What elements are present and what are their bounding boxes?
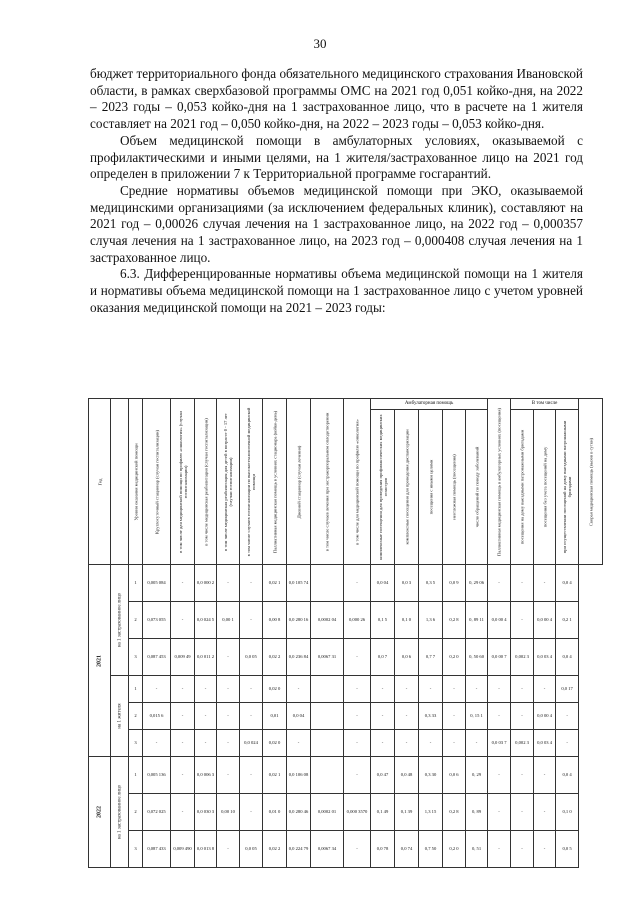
value-cell: - [217,730,240,757]
value-cell: - [195,676,217,703]
value-cell: 0,0002 01 [311,794,344,831]
header-high-tech: в том числе случаев госпитализации по высокотехнологичной медицинской помощи [240,399,263,565]
value-cell: - [534,676,556,703]
value-cell: 0,000 3570 [344,794,371,831]
header-palliative-inpatient: Паллиативная медицинская помощь в условиях стационара (койко-день) [263,399,287,565]
value-cell: 0, 50 60 [466,639,488,676]
value-cell: - [217,565,240,602]
value-cell: 0,002 3 [511,639,534,676]
value-cell: 0,7 50 [419,831,443,868]
value-cell: 1,3 15 [419,794,443,831]
value-cell: - [395,703,419,730]
value-cell: - [240,676,263,703]
value-cell: 0,0 024 [240,730,263,757]
value-cell: 0,00 10 [217,794,240,831]
value-cell: - [466,730,488,757]
table-row [89,639,603,676]
value-cell: - [395,730,419,757]
paragraph-1: бюджет территориального фонда обязательного медицинского страхования Ивановской области, в рамках сверхбазовой программы ОМС на 2021 год 0,051 койко-дня, на 2022 – 2023 годы – 0,053 койко-дня на 1 застрахованное лицо, что в расчете на 1 жителя составляет на 2021 год – 0,050 койко-дня, на 2022 – 2023 годы – 0,053 койко-дня. [90,66,583,132]
header-eco: в том числе случаев лечения при экстракорпоральном оплодотворении [311,399,344,565]
header-oncology: в том числе для медицинской помощи по профилю «онкология» (случаи госпитализации) [171,399,195,565]
value-cell: - [511,676,534,703]
value-cell: - [344,703,371,730]
paragraph-4: 6.3. Дифференцированные нормативы объема медицинской помощи на 1 жителя и нормативы объема медицинской помощи на 1 застрахованное лицо с учетом уровней оказания медицинской помощи на 2021 – 2023 годы: [90,266,583,315]
value-cell: 0,005 084 [143,565,171,602]
value-cell: - [240,565,263,602]
value-cell: - [556,730,579,757]
header-day-hospital: Дневной стационар (случаи лечения) [287,399,311,565]
value-cell: 0,3 30 [419,757,443,794]
value-cell: - [171,730,195,757]
value-cell: 0,005 136 [143,757,171,794]
value-cell: - [344,757,371,794]
value-cell: 0,0 4 [556,639,579,676]
value-cell: - [171,757,195,794]
level-cell: 2 [129,602,143,639]
value-cell: 0,072 025 [143,794,171,831]
value-cell [311,676,344,703]
value-cell: - [511,703,534,730]
value-cell: 0,1 0 [395,602,419,639]
level-cell: 1 [129,676,143,703]
value-cell: 0, 51 [466,831,488,868]
value-cell: 0, 29 [466,757,488,794]
value-cell: - [217,676,240,703]
value-cell: - [344,831,371,868]
level-cell: 3 [129,730,143,757]
value-cell: 0, 29 06 [466,565,488,602]
value-cell: - [511,565,534,602]
value-cell: - [171,565,195,602]
value-cell: - [240,602,263,639]
header-round-clock: Круглосуточный стационар (случаи госпитализации) [143,399,171,565]
value-cell: 0,0 03 7 [488,730,511,757]
table-row [89,831,603,868]
year-cell: 2021 [89,565,111,757]
norms-table [88,398,603,868]
table-row [89,602,603,639]
value-cell: - [240,703,263,730]
value-cell: - [344,676,371,703]
value-cell: 0,0 00 4 [488,602,511,639]
value-cell: 0,0 7 [371,639,395,676]
header-visits-no-home: посещения без учета посещений на дому [534,410,556,565]
value-cell: - [511,831,534,868]
value-cell: 0,0 105 74 [287,565,311,602]
value-cell: - [534,757,556,794]
value-cell: 0,0067 34 [311,831,344,868]
value-cell: 0,0 05 [240,639,263,676]
header-group-outpatient: Амбулаторная помощь [371,399,488,410]
value-cell: - [171,794,195,831]
value-cell: - [371,676,395,703]
value-cell: - [419,676,443,703]
value-cell: 0,0 280 16 [287,602,311,639]
header-day-oncology: в том числе для медицинской помощи по профилю «онкология» [344,399,371,565]
table-row [89,565,603,602]
value-cell: 0,0 024 5 [195,602,217,639]
value-cell: 0,1 0 [556,794,579,831]
header-appeals: число обращений по поводу заболеваний [466,410,488,565]
value-cell: 0,01 [263,703,287,730]
year-cell: 2022 [89,757,111,868]
value-cell: - [171,703,195,730]
header-home-visits: посещения на дому выездными патронажными бригадами [511,410,534,565]
header-level: Уровни оказания медицинской помощи [129,399,143,565]
header-dispensary: комплексные посещения для проведения диспансеризации [395,410,419,565]
value-cell: 0,02 1 [263,757,287,794]
header-home-brigades: при осуществлении посещений на дому выездными патронажными бригадами [556,410,579,565]
level-cell: 1 [129,565,143,602]
paragraph-3: Средние нормативы объемов медицинской помощи при ЭКО, оказываемой медицинскими организациями (за исключением федеральных клиник), составляют на 2021 год – 0,00026 случая лечения на 1 застрахованное лицо, на 2022 год – 0,000357 случая лечения на 1 застрахованное лицо, на 2023 год – 0,000408 случая лечения на 1 застрахованное лицо. [90,182,583,265]
value-cell: 0,0 106 08 [287,757,311,794]
header-prof-exams: комплексные посещения для проведения профилактических медицинских осмотров [371,410,395,565]
value-cell: - [556,703,579,730]
value-cell: - [217,757,240,794]
value-cell: 0,2 0 [443,831,466,868]
value-cell: - [344,730,371,757]
value-cell: - [443,703,466,730]
value-cell: 0,0 04 [287,703,311,730]
value-cell: - [488,831,511,868]
value-cell: 0,0 04 [371,565,395,602]
value-cell: - [240,794,263,831]
value-cell: - [466,676,488,703]
value-cell: 0,7 7 [419,639,443,676]
value-cell: 0,3 5 [419,565,443,602]
level-cell: 1 [129,757,143,794]
value-cell: 0,2 0 [443,639,466,676]
value-cell: - [240,757,263,794]
value-cell: 0,0 4 [556,565,579,602]
value-cell: - [217,831,240,868]
value-cell: 0,00 1 [217,602,240,639]
value-cell: - [511,794,534,831]
header-group-palliative: В том числе [511,399,579,410]
value-cell: 0,1 39 [395,794,419,831]
value-cell: - [171,676,195,703]
value-cell: - [344,639,371,676]
value-cell: - [511,757,534,794]
value-cell: 0,02 0 [263,730,287,757]
value-cell: 0,2 1 [556,602,579,639]
value-cell: 0,0 9 [443,565,466,602]
document-body [90,66,583,317]
value-cell: - [511,602,534,639]
value-cell: 0,009 490 [171,831,195,868]
value-cell: - [217,639,240,676]
value-cell: 0,3 33 [419,703,443,730]
value-cell: 0,087 453 [143,639,171,676]
value-cell: - [488,565,511,602]
unit-cell: на 1 жителя [111,676,129,757]
value-cell: - [217,703,240,730]
level-cell: 3 [129,831,143,868]
table-row [89,794,603,831]
value-cell: 0,0 00 7 [488,639,511,676]
header-rehab-children: в том числе медицинская реабилитация для детей в возрасте 0 - 17 лет (случаи госпитализации) [217,399,240,565]
value-cell: - [534,565,556,602]
table-row [89,703,603,730]
table-row [89,676,603,703]
value-cell: 0,1 49 [371,794,395,831]
value-cell [311,757,344,794]
header-group-row [89,399,603,410]
value-cell: 0,01 0 [263,794,287,831]
value-cell: - [443,730,466,757]
value-cell: - [287,676,311,703]
value-cell: - [171,602,195,639]
value-cell: - [395,676,419,703]
value-cell: 0,000 26 [344,602,371,639]
value-cell: 0,1 5 [371,602,395,639]
value-cell [311,730,344,757]
value-cell: 0,0 011 2 [195,639,217,676]
value-cell: 0,02 2 [263,639,287,676]
value-cell: - [419,730,443,757]
value-cell: - [195,730,217,757]
value-cell: 0,0 03 4 [534,730,556,757]
value-cell: 0,0 6 [443,757,466,794]
table-row [89,757,603,794]
value-cell: 0,0 280 46 [287,794,311,831]
value-cell: 0,0 236 84 [287,639,311,676]
value-cell: 0,0 05 [240,831,263,868]
value-cell: 0,00 8 [263,602,287,639]
value-cell [311,703,344,730]
value-cell: 0,0 5 [556,831,579,868]
value-cell: 0,0 006 3 [195,757,217,794]
value-cell: 0,0 00 4 [534,703,556,730]
value-cell: 0,073 055 [143,602,171,639]
value-cell: - [534,831,556,868]
value-cell: - [534,794,556,831]
value-cell: 0,0 013 8 [195,831,217,868]
header-urgent: неотложная помощь (посещения) [443,410,466,565]
header-year: Год [89,399,111,565]
value-cell: 0,0067 31 [311,639,344,676]
value-cell: - [195,703,217,730]
value-cell: 0, 89 11 [466,602,488,639]
value-cell: 0,0 78 [371,831,395,868]
value-cell: 0,02 2 [263,831,287,868]
unit-cell: на 1 застрахованное лицо [111,757,129,868]
value-cell: - [344,565,371,602]
header-other-visits: посещения с иными целями [419,410,443,565]
value-cell: 0,0 00 4 [534,602,556,639]
value-cell: 0,0 47 [371,757,395,794]
value-cell: 0,087 433 [143,831,171,868]
unit-cell: на 1 застрахованное лицо [111,565,129,676]
value-cell: - [371,703,395,730]
header-unit [111,399,129,565]
value-cell: - [143,676,171,703]
value-cell: 0,2 8 [443,794,466,831]
page-number: 30 [313,36,327,51]
value-cell: 0,0 03 4 [534,639,556,676]
header-rehab: в том числе медицинская реабилитация (случаи госпитализации) [195,399,217,565]
paragraph-2: Объем медицинской помощи в амбулаторных условиях, оказываемой с профилактическими и иными целями, на 1 жителя/застрахованное лицо на 2021 год определен в приложении 7 к Территориальной программе госгарантий. [90,132,583,182]
value-cell: - [488,794,511,831]
value-cell: 0,015 6 [143,703,171,730]
value-cell: 0,02 1 [263,565,287,602]
value-cell: 0,2 8 [443,602,466,639]
level-cell: 3 [129,639,143,676]
value-cell: 0,0 48 [395,757,419,794]
value-cell: 0,002 3 [511,730,534,757]
value-cell: 1,3 6 [419,602,443,639]
value-cell: 0,0 17 [556,676,579,703]
value-cell: - [143,730,171,757]
value-cell: - [488,757,511,794]
value-cell: - [371,730,395,757]
value-cell: 0,0 74 [395,831,419,868]
value-cell: 0,02 0 [263,676,287,703]
value-cell: 0, 15 1 [466,703,488,730]
value-cell: 0,0002 04 [311,602,344,639]
header-palliative-outpatient: Паллиативная медицинская помощь в амбулаторных условиях (посещения) [488,399,511,565]
value-cell [311,565,344,602]
value-cell: 0,0 224 79 [287,831,311,868]
table-body [89,565,603,868]
level-cell: 2 [129,703,143,730]
header-ambulance: Скорая медицинская помощь (вызов в сутки) [579,399,603,565]
value-cell: 0,0 3 [395,565,419,602]
value-cell: - [443,676,466,703]
value-cell: 0,0 6 [395,639,419,676]
value-cell: 0,0 030 3 [195,794,217,831]
value-cell: - [287,730,311,757]
value-cell: - [488,703,511,730]
value-cell: 0, 89 [466,794,488,831]
value-cell: 0,0 4 [556,757,579,794]
value-cell: 0,0 000 2 [195,565,217,602]
level-cell: 2 [129,794,143,831]
value-cell: 0,009 49 [171,639,195,676]
norms-table-container [88,398,593,868]
table-row [89,730,603,757]
value-cell: - [488,676,511,703]
